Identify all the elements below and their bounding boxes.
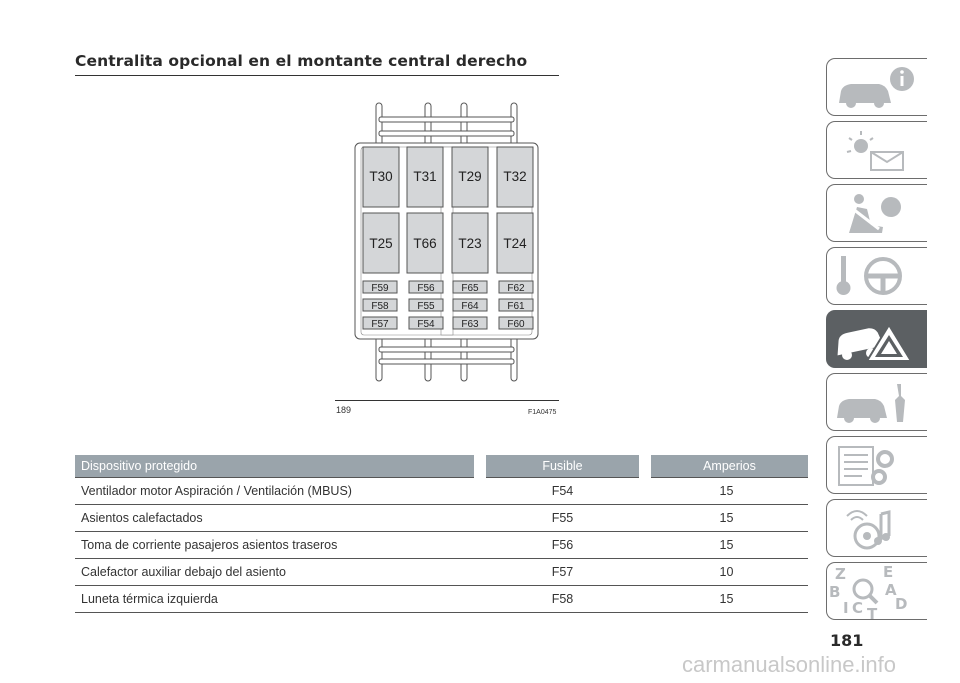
cell-amperes: 15 bbox=[645, 478, 808, 505]
svg-text:E: E bbox=[883, 563, 894, 581]
tab-multimedia[interactable] bbox=[826, 499, 927, 557]
cell-amperes: 15 bbox=[645, 505, 808, 532]
cell-device: Calefactor auxiliar debajo del asiento bbox=[75, 559, 480, 586]
svg-text:B: B bbox=[829, 583, 841, 601]
relay-label: T31 bbox=[413, 169, 437, 184]
table-row bbox=[75, 559, 808, 586]
cell-fuse: F57 bbox=[480, 559, 645, 586]
tab-emergency[interactable] bbox=[826, 310, 927, 368]
svg-text:C: C bbox=[852, 599, 864, 617]
cell-device: Luneta térmica izquierda bbox=[75, 586, 480, 613]
table-header-row bbox=[75, 455, 808, 478]
page-title: Centralita opcional en el montante central derecho bbox=[75, 52, 528, 70]
tab-dashboard[interactable] bbox=[826, 121, 927, 179]
svg-text:D: D bbox=[895, 595, 908, 613]
relay-label: T24 bbox=[503, 236, 527, 251]
column-header-fuse: Fusible bbox=[480, 455, 645, 478]
car-info-icon bbox=[827, 59, 927, 116]
figure-code: F1A0475 bbox=[528, 409, 557, 416]
svg-text:I: I bbox=[843, 599, 849, 617]
fuse-label: F54 bbox=[417, 319, 435, 330]
fuse-label: F59 bbox=[371, 283, 389, 294]
cell-amperes: 10 bbox=[645, 559, 808, 586]
svg-text:T: T bbox=[867, 605, 878, 621]
cell-fuse: F54 bbox=[480, 478, 645, 505]
technical-data-icon bbox=[827, 437, 927, 494]
cell-fuse: F58 bbox=[480, 586, 645, 613]
cell-device: Asientos calefactados bbox=[75, 505, 480, 532]
cell-fuse: F56 bbox=[480, 532, 645, 559]
fuse-label: F57 bbox=[371, 319, 389, 330]
fuse-table bbox=[75, 455, 808, 613]
fuse-label: F62 bbox=[507, 283, 525, 294]
car-maintenance-icon bbox=[827, 374, 927, 431]
page-number: 181 bbox=[830, 631, 864, 650]
relay-label: T25 bbox=[369, 236, 393, 251]
cell-fuse: F55 bbox=[480, 505, 645, 532]
fuse-label: F60 bbox=[507, 319, 525, 330]
svg-text:Z: Z bbox=[835, 565, 846, 583]
relay-label: T29 bbox=[458, 169, 482, 184]
table-row bbox=[75, 478, 808, 505]
relay-label: T23 bbox=[458, 236, 482, 251]
svg-text:A: A bbox=[885, 581, 897, 599]
column-header-device: Dispositivo protegido bbox=[75, 455, 480, 478]
fuse-label: F64 bbox=[461, 301, 479, 312]
fuse-box-diagram bbox=[335, 95, 565, 395]
relay-label: T30 bbox=[369, 169, 393, 184]
tab-safety[interactable] bbox=[826, 184, 927, 242]
fuse-label: F56 bbox=[417, 283, 435, 294]
cell-device: Ventilador motor Aspiración / Ventilación (MBUS) bbox=[75, 478, 480, 505]
watermark: carmanualsonline.info bbox=[682, 652, 897, 677]
table-row bbox=[75, 532, 808, 559]
steering-key-icon bbox=[827, 248, 927, 305]
seatbelt-airbag-icon bbox=[827, 185, 927, 242]
cell-amperes: 15 bbox=[645, 532, 808, 559]
tab-technical-data[interactable] bbox=[826, 436, 927, 494]
cell-device: Toma de corriente pasajeros asientos traseros bbox=[75, 532, 480, 559]
tab-car-info[interactable] bbox=[826, 58, 927, 116]
tab-index[interactable] bbox=[826, 562, 927, 620]
fuse-label: F58 bbox=[371, 301, 389, 312]
tab-starting-driving[interactable] bbox=[826, 247, 927, 305]
multimedia-icon bbox=[827, 500, 927, 557]
relay-label: T32 bbox=[503, 169, 527, 184]
cell-amperes: 15 bbox=[645, 586, 808, 613]
table-row bbox=[75, 505, 808, 532]
figure-rule bbox=[335, 400, 559, 401]
fuse-label: F63 bbox=[461, 319, 479, 330]
warning-emergency-icon bbox=[827, 311, 927, 368]
fuse-label: F61 bbox=[507, 301, 525, 312]
alphabetical-index-icon bbox=[827, 563, 927, 620]
table-row bbox=[75, 586, 808, 613]
relay-label: T66 bbox=[413, 236, 437, 251]
fuse-label: F55 bbox=[417, 301, 435, 312]
title-rule bbox=[75, 75, 559, 76]
fuse-label: F65 bbox=[461, 283, 479, 294]
column-header-amperes: Amperios bbox=[645, 455, 808, 478]
dashboard-lights-icon bbox=[827, 122, 927, 179]
figure-number: 189 bbox=[336, 405, 352, 415]
tab-maintenance[interactable] bbox=[826, 373, 927, 431]
